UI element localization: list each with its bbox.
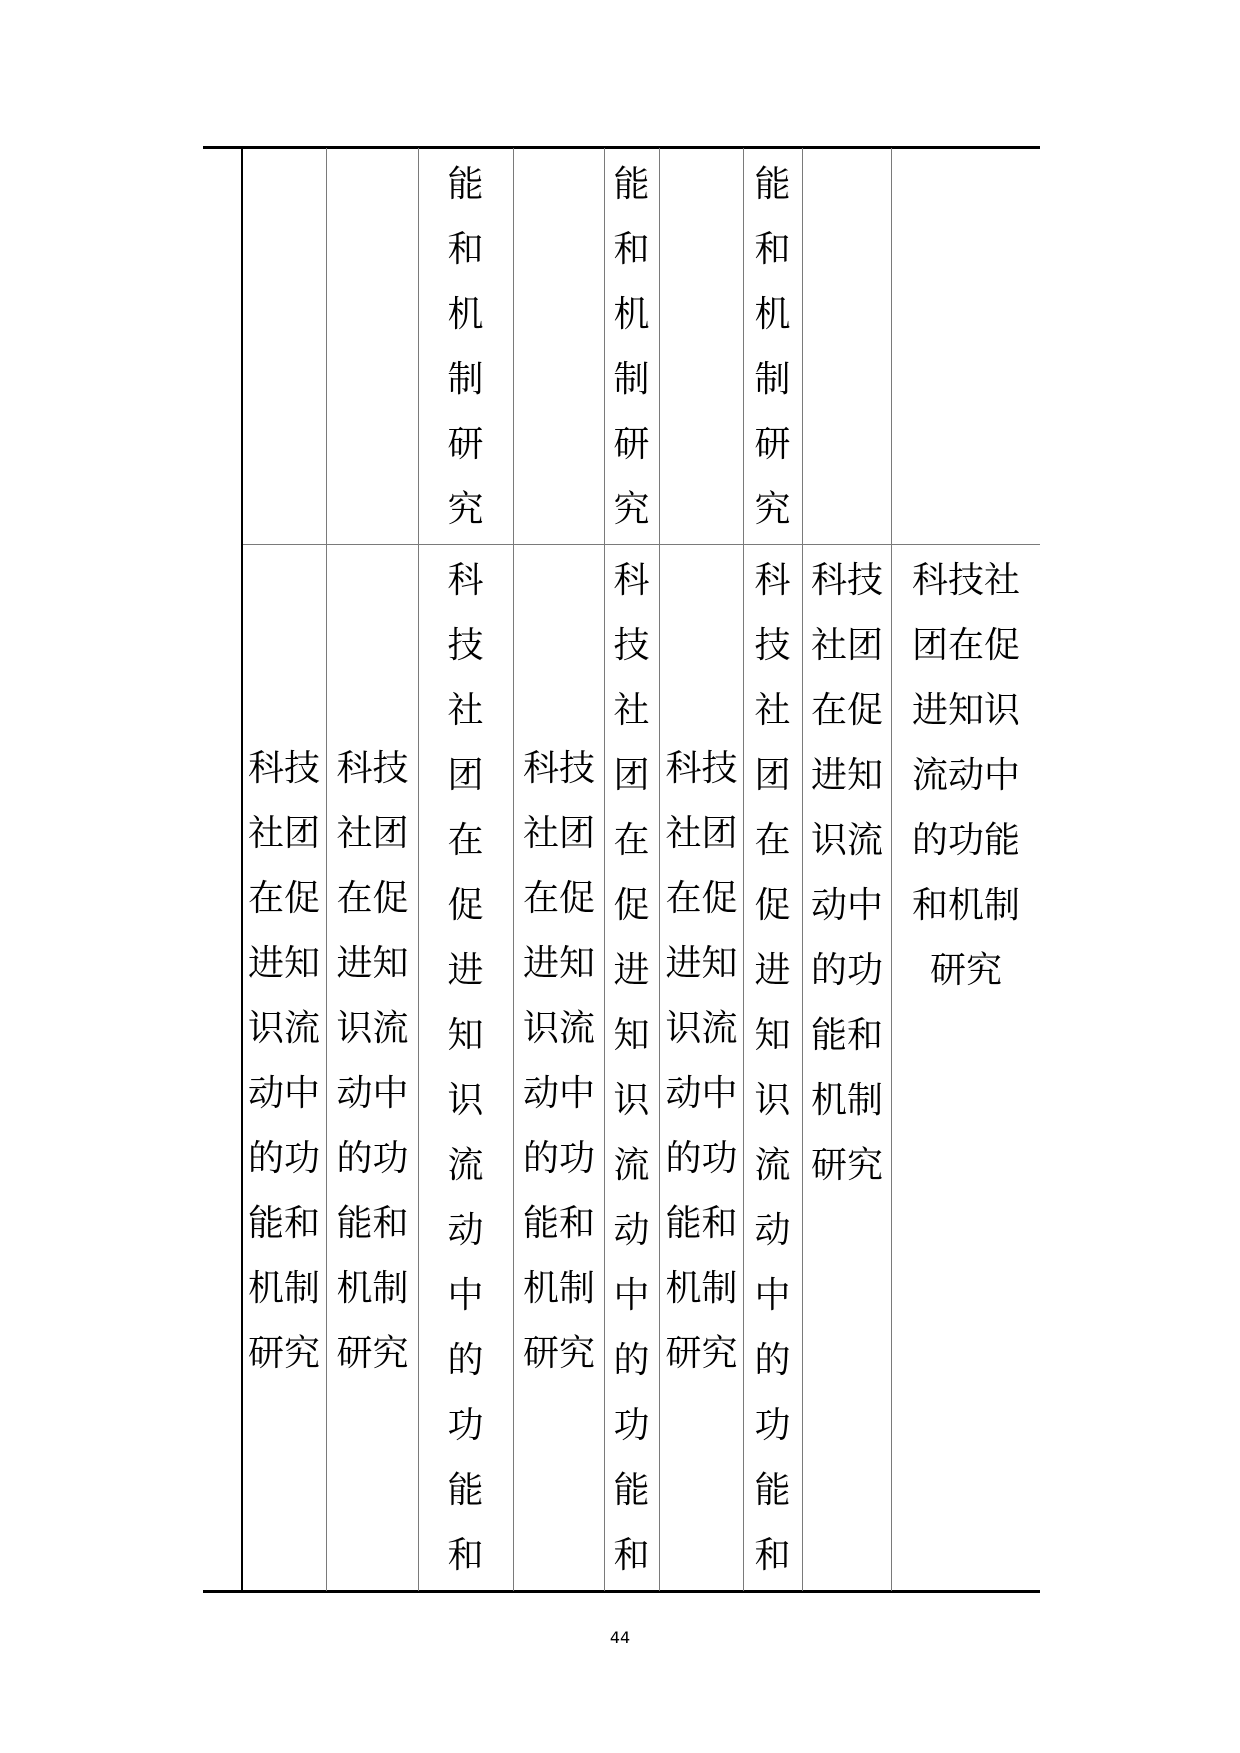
table-cell-r2-c2: 科技 社团 在促 进知 识流 动中 的功 能和 机制 研究 [336,748,409,1374]
table-top-border [203,146,1040,149]
table-cell-r1-c5: 能 和 机 制 研 究 [613,164,650,530]
table-cell-r2-c4: 科技 社团 在促 进知 识流 动中 的功 能和 机制 研究 [522,748,595,1374]
table-bottom-border [203,1590,1040,1593]
table-cell-r1-c7: 能 和 机 制 研 究 [754,164,791,530]
table-cell-r2-c8: 科技 社团 在促 进知 识流 动中 的功 能和 机制 研究 [810,560,883,1186]
table-cell-r2-c9: 科技社 团在促 进知识 流动中 的功能 和机制 研究 [911,560,1020,991]
table-cell-r2-c3: 科 技 社 团 在 促 进 知 识 流 动 中 的 功 能 和 [447,560,484,1576]
row-divider [242,544,1040,545]
table-cell-r2-c1: 科技 社团 在促 进知 识流 动中 的功 能和 机制 研究 [247,748,320,1374]
table-cell-r2-c7: 科 技 社 团 在 促 进 知 识 流 动 中 的 功 能 和 [754,560,791,1576]
page-number: 44 [609,1628,631,1647]
table-cell-r2-c5: 科 技 社 团 在 促 进 知 识 流 动 中 的 功 能 和 [613,560,650,1576]
table-cell-r2-c6: 科技 社团 在促 进知 识流 动中 的功 能和 机制 研究 [665,748,738,1374]
table-cell-r1-c3: 能 和 机 制 研 究 [447,164,484,530]
